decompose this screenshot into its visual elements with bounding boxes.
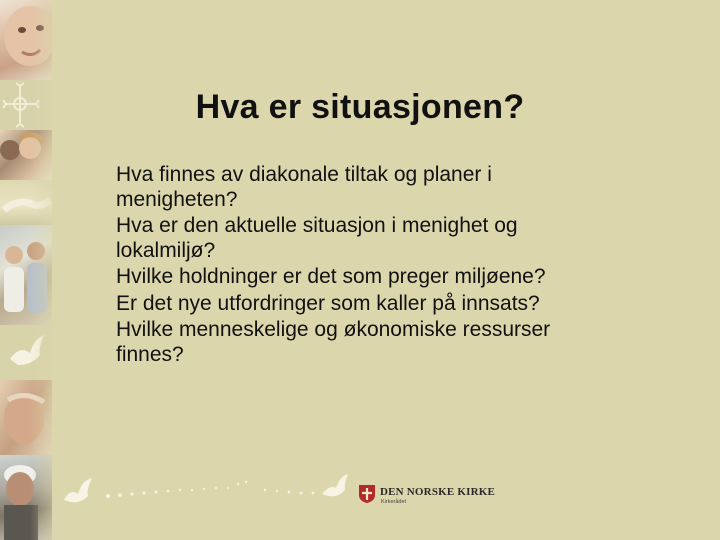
church-logo-icon <box>358 484 376 504</box>
bullet-item: Hva er den aktuelle situasjon i menighet og lokalmiljø? <box>116 214 518 262</box>
bullet-item: Hva finnes av diakonale tiltak og planer i menigheten? <box>116 163 492 211</box>
bullet-item: Er det nye utfordringer som kaller på innsats? <box>116 291 540 315</box>
logo-subtitle: Kirkerådet <box>381 499 407 505</box>
photo-strip <box>0 0 52 540</box>
bullet-list <box>116 163 616 369</box>
dove-icon <box>322 474 348 496</box>
slide-title: Hva er situasjonen? <box>195 88 525 126</box>
dove-icon <box>64 478 92 502</box>
logo-name: DEN NORSKE KIRKE <box>380 486 496 498</box>
strip-fade <box>30 0 70 540</box>
bullet-item: Hvilke holdninger er det som preger miljøene? <box>116 265 546 288</box>
dove-dots-decoration <box>60 470 360 510</box>
bullet-item: Hvilke menneskelige og økonomiske ressurser finnes? <box>116 318 551 366</box>
